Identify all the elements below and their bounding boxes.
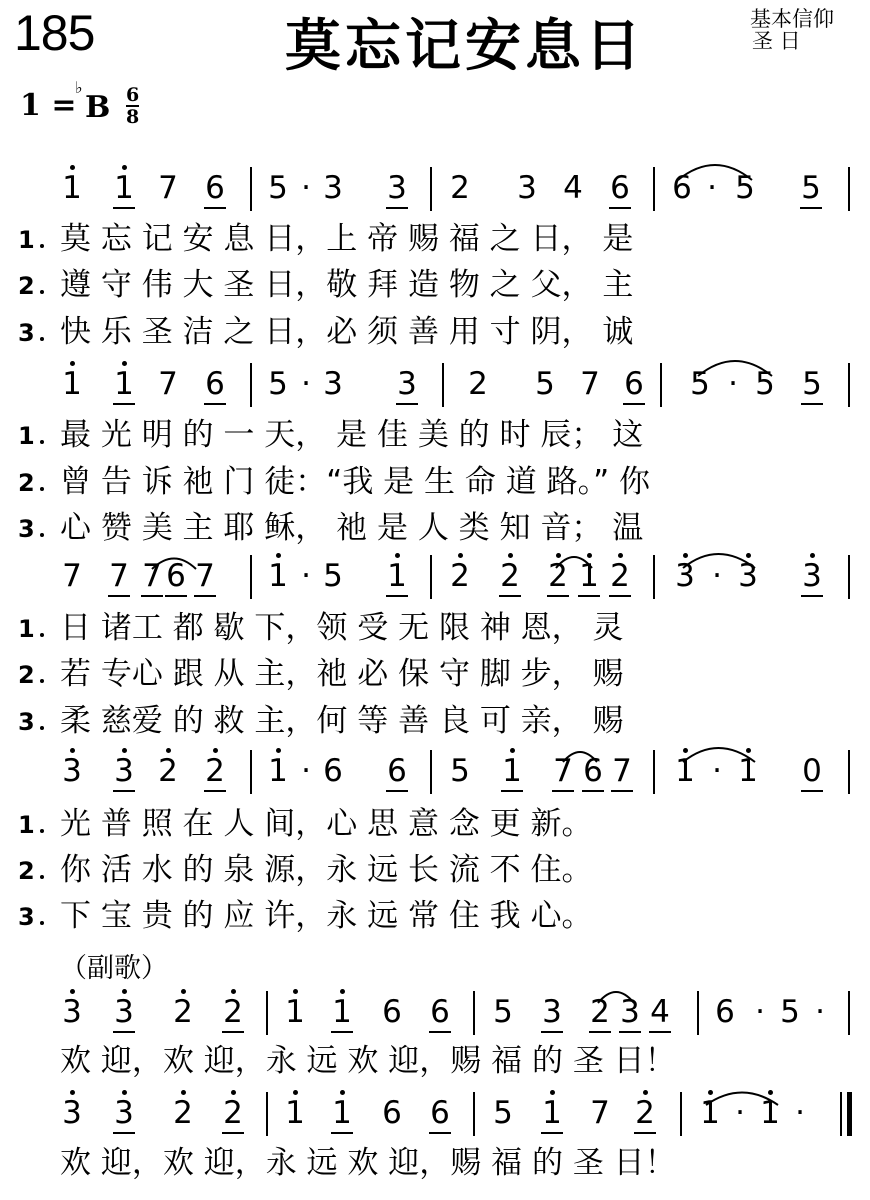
slur [698,361,772,376]
note: 4 [563,170,583,206]
note: 6 [583,753,603,789]
time-signature-top: 6 [126,84,140,106]
note: 2 [635,1095,655,1131]
verse-number: 3 [18,319,35,347]
lyric-line: 柔 慈爱 的 救 主，何 等 善 良 可 亲， 赐 [60,703,624,739]
note: 1 [387,558,407,594]
slur [556,557,592,568]
note: 2 [223,1095,243,1131]
verse-number: 2 [18,272,35,300]
verse-number: 2 [18,857,35,885]
note: 0 [802,753,822,789]
verse-number: 2 [18,661,35,689]
key-prefix: 1 = [20,88,77,123]
note: 5 [450,753,470,789]
note: 3 [114,1095,134,1131]
note: 1 [62,170,82,206]
note: 7 [142,558,162,594]
note: 3 [802,558,822,594]
note: 7 [590,1095,610,1131]
note: 1 [114,366,134,402]
note: 6 [610,170,630,206]
lyric-line: 光 普 照 在 人 间，心 思 意 念 更 新。 [60,806,593,842]
flat-sign: ♭ [75,78,83,97]
augmentation-dot: · [728,366,738,402]
note: 7 [612,753,632,789]
note: 2 [610,558,630,594]
note: 3 [323,170,343,206]
lyric-line: 快 乐 圣 洁 之 日，必 须 善 用 寸 阴， 诚 [60,314,634,350]
note: 2 [223,994,243,1030]
note: 3 [62,994,82,1030]
note: 5 [801,170,821,206]
augmentation-dot: · [301,558,311,594]
lyric-line: 最 光 明 的 一 天， 是 佳 美 的 时 辰； 这 [60,417,644,453]
verse-number: 1 [18,422,35,450]
note: 4 [650,994,670,1030]
augmentation-dot: · [301,753,311,789]
note: 5 [493,1095,513,1131]
note: 1 [760,1095,780,1131]
note: 7 [109,558,129,594]
note: 1 [502,753,522,789]
time-signature-bottom: 8 [126,106,140,128]
note: 6 [430,1095,450,1131]
note: 6 [166,558,186,594]
note: 5 [535,366,555,402]
lyric-line: 欢 迎，欢 迎，永 远 欢 迎，赐 福 的 圣 日！ [60,1145,676,1181]
augmentation-dot: · [712,558,722,594]
note: 5 [323,558,343,594]
augmentation-dot: · [735,1095,745,1131]
augmentation-dot: · [301,366,311,402]
note: 6 [323,753,343,789]
note: 3 [62,1095,82,1131]
lyric-line: 心 赞 美 主 耶 稣， 祂 是 人 类 知 音； 温 [60,510,644,546]
slur [683,554,755,568]
note: 7 [553,753,573,789]
note: 7 [62,558,82,594]
note: 6 [205,366,225,402]
note: 1 [675,753,695,789]
augmentation-dot: · [707,170,717,206]
note: 3 [387,170,407,206]
note: 7 [158,170,178,206]
hymn-number: 185 [14,5,95,61]
note: 1 [285,1095,305,1131]
note: 5 [493,994,513,1030]
verse-number: 1 [18,226,35,254]
note: 3 [397,366,417,402]
verse-number: 3 [18,708,35,736]
note: 2 [173,1095,193,1131]
note: 2 [500,558,520,594]
note: 1 [285,994,305,1030]
lyric-line: 若 专心 跟 从 主，祂 必 保 守 脚 步， 赐 [60,656,624,692]
chorus-label: （副歌） [60,953,168,984]
verse-number: 1 [18,615,35,643]
augmentation-dot: · [795,1095,805,1131]
hymn-title: 莫忘记安息日 [285,14,645,79]
note: 2 [548,558,568,594]
note: 1 [542,1095,562,1131]
lyric-line: 曾 告 诉 祂 门 徒：“我 是 生 命 道 路。” 你 [60,464,651,500]
note: 1 [268,753,288,789]
note: 7 [195,558,215,594]
slur [152,559,196,570]
verse-number: 3 [18,903,35,931]
note: 3 [738,558,758,594]
note: 6 [430,994,450,1030]
note: 3 [62,753,82,789]
note: 2 [205,753,225,789]
note: 2 [158,753,178,789]
augmentation-dot: · [755,994,765,1030]
note: 7 [580,366,600,402]
slur [706,1093,778,1106]
note: 1 [268,558,288,594]
augmentation-dot: · [301,170,311,206]
category-line-1: 基本信仰 [750,7,834,31]
note: 3 [675,558,695,594]
note: 5 [735,170,755,206]
slur [598,992,634,1003]
key-note: B [85,90,111,125]
note: 5 [802,366,822,402]
note: 2 [173,994,193,1030]
augmentation-dot: · [712,753,722,789]
note: 1 [62,366,82,402]
verse-number: 3 [18,515,35,543]
slur [563,752,597,762]
note: 3 [542,994,562,1030]
note: 1 [114,170,134,206]
lyric-line: 下 宝 贵 的 应 许，永 远 常 住 我 心。 [60,898,593,934]
lyric-line: 欢 迎，欢 迎，永 远 欢 迎，赐 福 的 圣 日！ [60,1043,676,1079]
note: 1 [332,994,352,1030]
lyric-line: 遵 守 伟 大 圣 日，敬 拜 造 物 之 父， 主 [60,267,634,303]
note: 6 [382,994,402,1030]
note: 5 [690,366,710,402]
verse-number: 2 [18,469,35,497]
slur [678,165,752,180]
augmentation-dot: · [815,994,825,1030]
slur [683,748,755,762]
note: 6 [715,994,735,1030]
note: 6 [387,753,407,789]
note: 2 [468,366,488,402]
lyric-line: 你 活 水 的 泉 源，永 远 长 流 不 住。 [60,852,593,888]
note: 1 [332,1095,352,1131]
note: 2 [450,170,470,206]
note: 6 [624,366,644,402]
note: 1 [738,753,758,789]
note: 3 [114,753,134,789]
note: 1 [700,1095,720,1131]
note: 6 [205,170,225,206]
note: 3 [620,994,640,1030]
lyric-line: 莫 忘 记 安 息 日，上 帝 赐 福 之 日， 是 [60,221,634,257]
note: 6 [672,170,692,206]
note: 2 [450,558,470,594]
verse-number: 1 [18,811,35,839]
note: 6 [382,1095,402,1131]
note: 5 [780,994,800,1030]
note: 3 [114,994,134,1030]
note: 5 [755,366,775,402]
note: 5 [268,170,288,206]
note: 3 [517,170,537,206]
category-line-2: 圣 日 [752,29,801,53]
note: 5 [268,366,288,402]
note: 1 [579,558,599,594]
note: 7 [158,366,178,402]
note: 2 [590,994,610,1030]
note: 3 [323,366,343,402]
lyric-line: 日 诸工 都 歇 下，领 受 无 限 神 恩， 灵 [60,610,624,646]
